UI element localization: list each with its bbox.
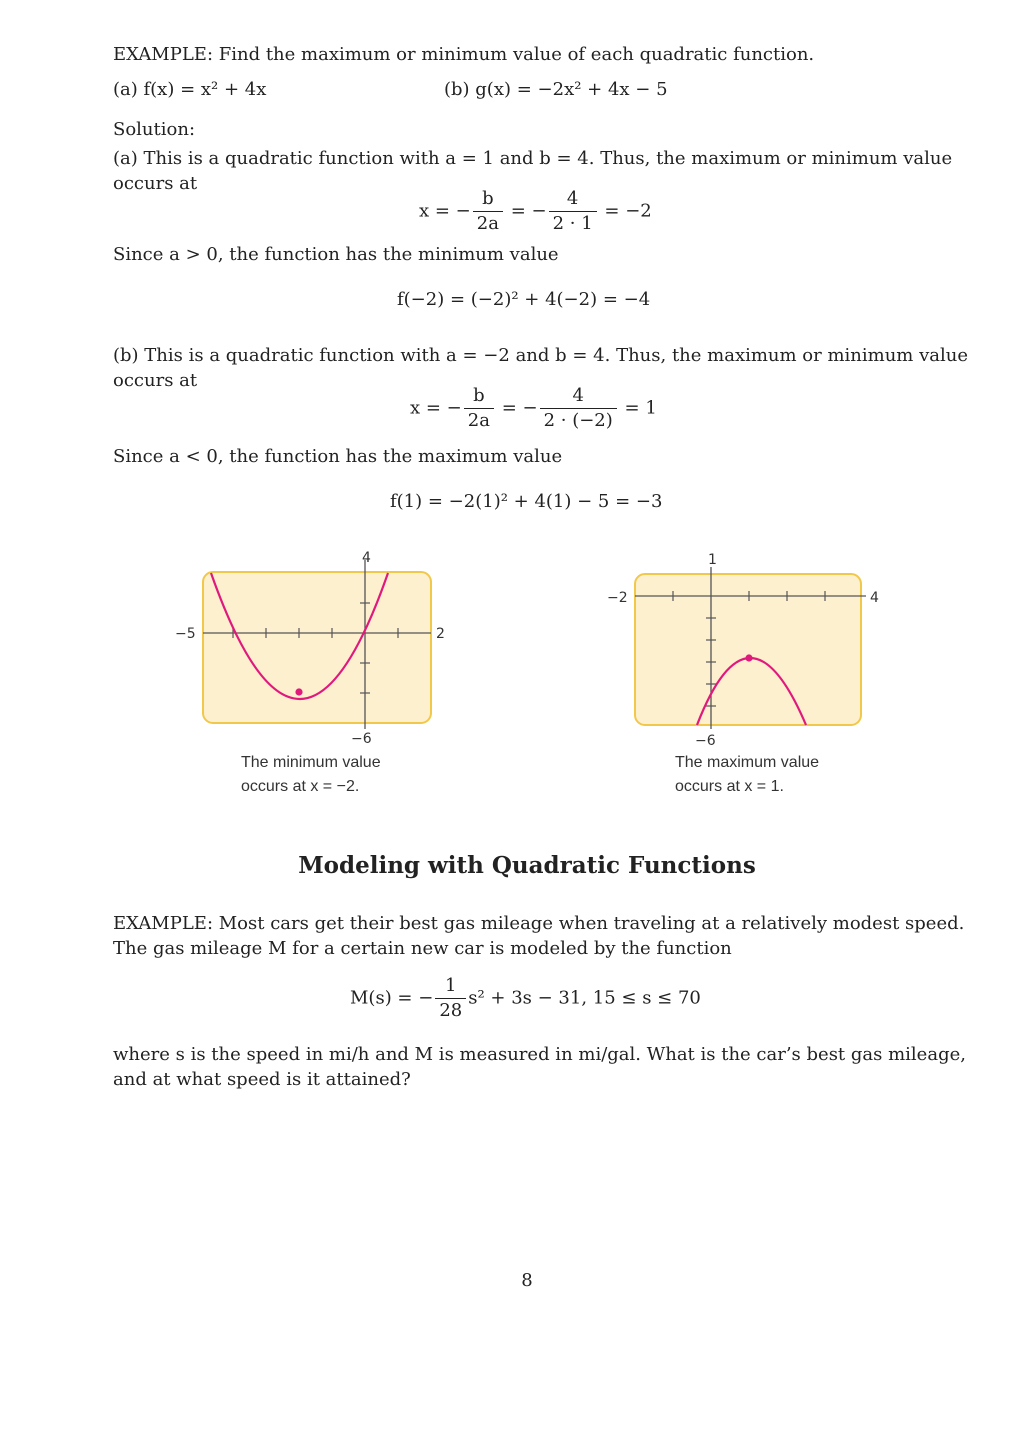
part-a-explanation-cont: occurs at	[113, 173, 198, 194]
eq-rhs: = 1	[624, 397, 657, 419]
graph-a-y-max-label: 4	[362, 550, 371, 566]
graph-a-caption-line2: occurs at x = −2.	[241, 778, 360, 795]
denominator: 2 · 1	[552, 213, 593, 234]
part-a-vertex-equation	[419, 189, 652, 234]
part-b-since: Since a < 0, the function has the maximum value	[113, 446, 563, 467]
eq-lhs: x = −	[419, 200, 471, 222]
graph-b-x-min-label: −2	[607, 590, 628, 606]
eq-mid: = −	[510, 200, 547, 222]
part-b-vertex-equation	[410, 386, 657, 431]
denominator: 2 · (−2)	[543, 410, 613, 431]
graph-a-caption-line1: The minimum value	[241, 754, 381, 771]
denominator: 2a	[476, 213, 499, 234]
solution-label: Solution:	[113, 119, 196, 140]
part-a-since: Since a > 0, the function has the minimum value	[113, 244, 559, 265]
part-a-explanation: (a) This is a quadratic function with a = 1 and b = 4. Thus, the maximum or minimum value	[113, 148, 953, 169]
eq-lhs: M(s) = −	[350, 987, 434, 1009]
part-b-explanation-cont: occurs at	[113, 370, 198, 391]
fraction	[540, 386, 617, 431]
page-number: 8	[521, 1270, 533, 1291]
numerator: 1	[435, 976, 466, 999]
fraction	[435, 976, 466, 1021]
mileage-model-equation	[350, 976, 701, 1021]
graph-a-panel	[203, 572, 431, 723]
graph-a-x-min-label: −5	[175, 626, 196, 642]
numerator: 4	[540, 386, 617, 409]
part-b-max-value: f(1) = −2(1)² + 4(1) − 5 = −3	[390, 491, 663, 512]
graph-a-vertex-point	[295, 688, 302, 695]
numerator: 4	[549, 189, 597, 212]
part-a-min-value: f(−2) = (−2)² + 4(−2) = −4	[397, 289, 651, 310]
example2-question-line2: and at what speed is it attained?	[113, 1069, 411, 1090]
fraction	[549, 189, 597, 234]
graph-b-caption-line1: The maximum value	[675, 754, 820, 771]
denominator: 2a	[467, 410, 490, 431]
numerator: b	[473, 189, 503, 212]
numerator: b	[464, 386, 494, 409]
example2-question-line1: where s is the speed in mi/h and M is measured in mi/gal. What is the car’s best gas mileage,	[113, 1044, 966, 1065]
graph-b-y-max-label: 1	[708, 552, 717, 568]
graph-b-vertex-point	[745, 654, 752, 661]
graph-a-x-max-label: 2	[436, 626, 445, 642]
graph-a-y-min-label: −6	[351, 731, 372, 747]
part-b-explanation: (b) This is a quadratic function with a = −2 and b = 4. Thus, the maximum or minimum value	[113, 345, 968, 366]
example2-line1: EXAMPLE: Most cars get their best gas mileage when traveling at a relatively modest speed.	[113, 913, 965, 934]
example2-line2: The gas mileage M for a certain new car is modeled by the function	[113, 938, 732, 959]
fraction	[473, 189, 503, 234]
graph-b-panel	[635, 574, 861, 725]
example-prompt: EXAMPLE: Find the maximum or minimum value of each quadratic function.	[113, 44, 815, 65]
section-heading: Modeling with Quadratic Functions	[298, 852, 756, 879]
eq-mid: = −	[501, 397, 538, 419]
part-a-function: (a) f(x) = x² + 4x	[113, 79, 267, 100]
graph-b-caption-line2: occurs at x = 1.	[675, 778, 784, 795]
fraction	[464, 386, 494, 431]
graph-b-x-max-label: 4	[870, 590, 879, 606]
part-b-function: (b) g(x) = −2x² + 4x − 5	[444, 79, 668, 100]
denominator: 28	[439, 1000, 463, 1021]
graph-b-y-min-label: −6	[695, 733, 716, 749]
eq-rhs: = −2	[604, 200, 652, 222]
eq-rhs: s² + 3s − 31, 15 ≤ s ≤ 70	[468, 987, 701, 1009]
graph-a-minimum	[165, 545, 465, 755]
graph-b-maximum	[600, 545, 900, 755]
eq-lhs: x = −	[410, 397, 462, 419]
